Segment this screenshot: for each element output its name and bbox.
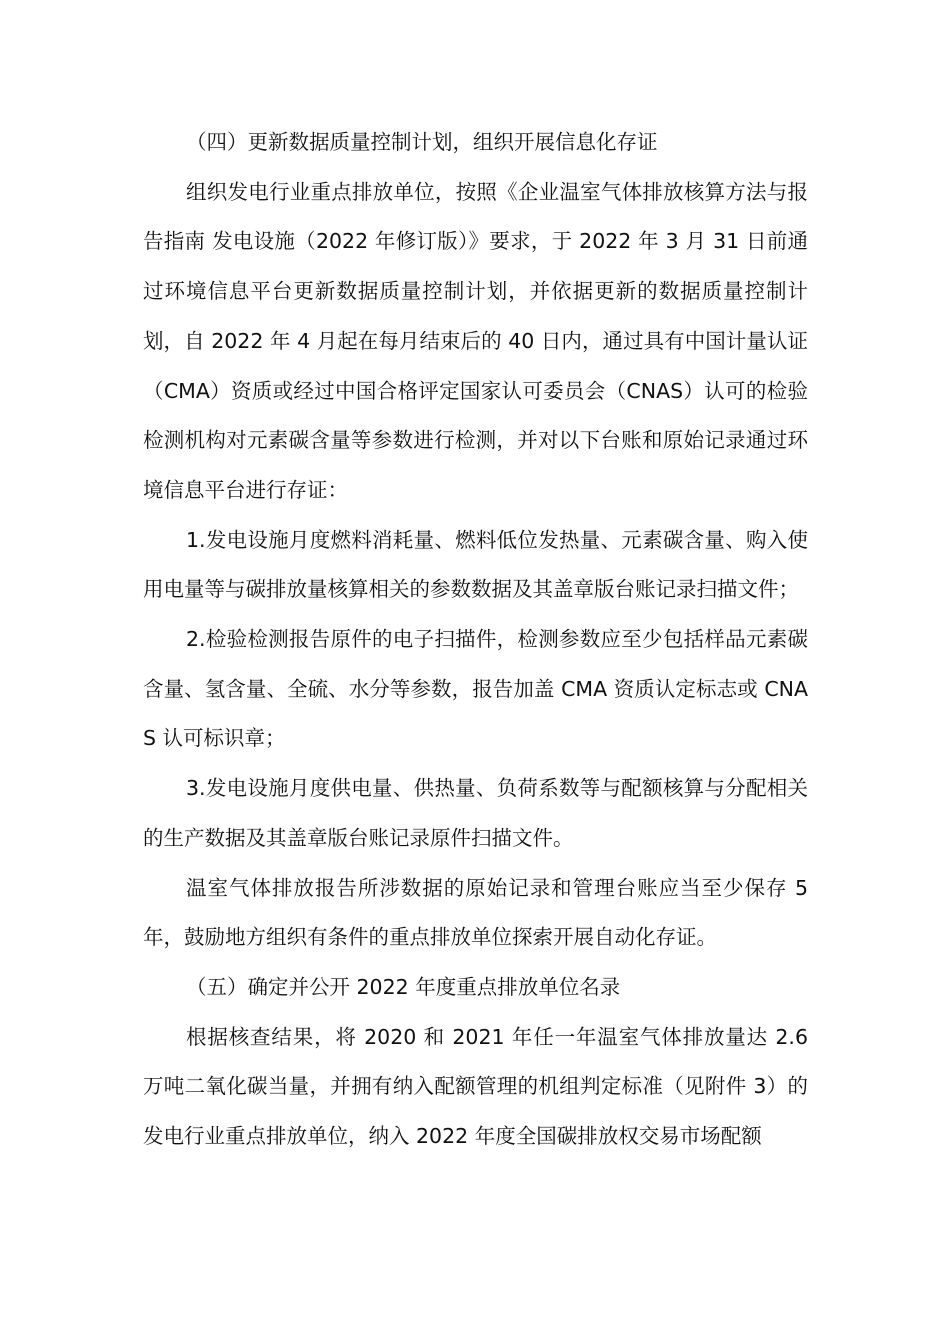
document-body (143, 118, 808, 1162)
section-heading-4: （四）更新数据质量控制计划，组织开展信息化存证 (186, 130, 658, 154)
list-item-3: 3.发电设施月度供电量、供热量、负荷系数等与配额核算与分配相关的生产数据及其盖章版台账记录原件扫描文件。 (143, 776, 808, 850)
paragraph-key-emitters: 根据核查结果，将 2020 和 2021 年任一年温室气体排放量达 2.6 万吨二氧化碳当量，并拥有纳入配额管理的机组判定标准（见附件 3）的发电行业重点排放单位，纳入 2022 年度全国碳排放权交易市场配额 (143, 1024, 808, 1149)
paragraph-record-retention: 温室气体排放报告所涉数据的原始记录和管理台账应当至少保存 5 年，鼓励地方组织有条件的重点排放单位探索开展自动化存证。 (143, 875, 808, 950)
section-heading-5: （五）确定并公开 2022 年度重点排放单位名录 (186, 974, 621, 999)
list-item-1: 1.发电设施月度燃料消耗量、燃料低位发热量、元素碳含量、购入使用电量等与碳排放量核算相关的参数数据及其盖章版台账记录扫描文件； (143, 527, 808, 602)
paragraph-data-quality-plan: 组织发电行业重点排放单位，按照《企业温室气体排放核算方法与报告指南 发电设施（2022 年修订版）》要求，于 2022 年 3 月 31 日前通过环境信息平台更新数据质量控制计划，并依据更新的数据质量控制计划，自 2022 年 4 月起在每月结束后的 40 日内，通过具有中国计量认证（CMA）资质或经过中国合格评定国家认可委员会（CNAS）认可的检验检测机构对元素碳含量等参数进行检测，并对以下台账和原始记录通过环境信息平台进行存证： (143, 179, 808, 502)
list-item-2: 2.检验检测报告原件的电子扫描件，检测参数应至少包括样品元素碳含量、氢含量、全硫、水分等参数，报告加盖 CMA 资质认定标志或 CNAS 认可标识章； (143, 627, 808, 751)
